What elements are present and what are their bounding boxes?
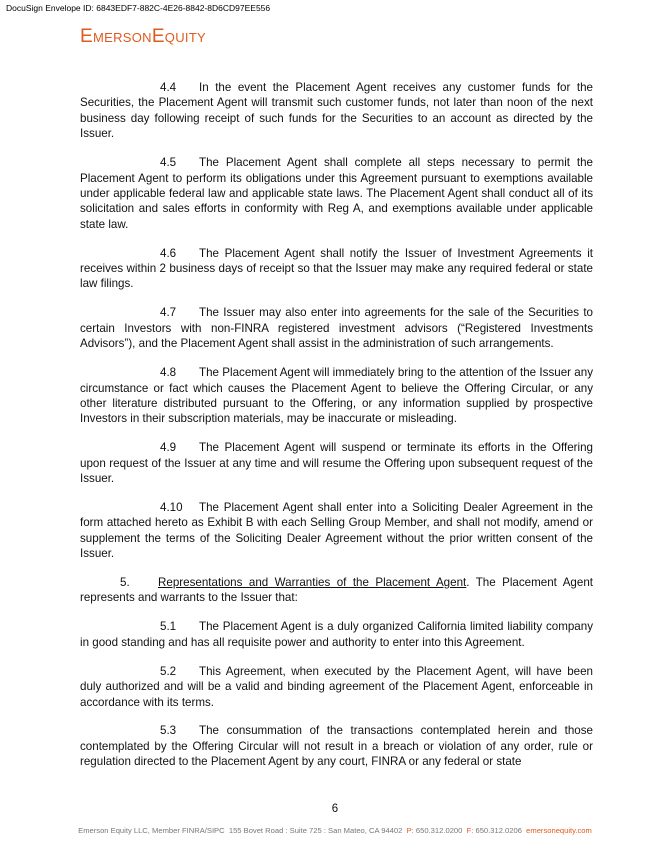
paragraph-number: 4.6: [160, 246, 177, 260]
paragraph-text: The Placement Agent shall notify the Issuer of Investment Agreements it receives within 2 business days of receipt so that the Issuer may make any required federal or state law filings.: [80, 246, 593, 291]
footer-company: Emerson Equity LLC,: [78, 826, 150, 835]
paragraph-5-1: [80, 619, 593, 650]
footer-member: Member FINRA/SIPC: [152, 826, 225, 835]
paragraph-number: 4.5: [160, 156, 177, 170]
paragraph-number: 5.1: [160, 620, 177, 634]
paragraph-number: 4.8: [160, 366, 177, 380]
paragraph-number: 4.9: [160, 441, 177, 455]
paragraph-5-3: [80, 723, 593, 769]
paragraph-number: 5.3: [160, 724, 177, 738]
paragraph-number: 4.7: [160, 306, 177, 320]
paragraph-text: The Placement Agent shall enter into a Soliciting Dealer Agreement in the form attached hereto as Exhibit B with each Selling Group Member, and shall not modify, amend or supplement the terms of the Soliciting Dealer Agreement without the prior written consent of the Issuer.: [80, 500, 593, 561]
paragraph-text: The Placement Agent will suspend or terminate its efforts in the Offering upon request of the Issuer at any time and will resume the Offering upon subsequent request of the Issuer.: [80, 441, 593, 486]
paragraph-4-4: [80, 80, 593, 142]
paragraph-text: The Placement Agent will immediately bring to the attention of the Issuer any circumstance or fact which causes the Placement Agent to believe the Offering Circular, or any other literature distributed pursuant to the Offering, or any information supplied by prospective Investors in their subscription materials, may be inaccurate or misleading.: [80, 366, 593, 426]
paragraph-text: This Agreement, when executed by the Placement Agent, will have been duly authorized and will be a valid and binding agreement of the Placement Agent, enforceable in accordance with its terms.: [80, 664, 593, 709]
document-body: [80, 80, 593, 783]
paragraph-number: 4.4: [160, 81, 177, 94]
footer-fax-label: F:: [466, 826, 474, 835]
paragraph-4-5: [80, 155, 593, 232]
page-footer: [0, 826, 670, 835]
paragraph-number: 4.10: [160, 500, 183, 514]
footer-phone-label: P:: [406, 826, 414, 835]
footer-address: 155 Bovet Road : Suite 725 : San Mateo, CA 94402: [228, 826, 403, 835]
paragraph-text: The Placement Agent is a duly organized California limited liability company in good standing and has all requisite power and authority to enter into this Agreement.: [80, 620, 593, 649]
section-5-heading: [80, 575, 593, 606]
docusign-envelope-id: DocuSign Envelope ID: 6843EDF7-882C-4E26-8842-8D6CD97EE556: [6, 3, 271, 13]
paragraph-text: The consummation of the transactions contemplated herein and those contemplated by the Offering Circular will not result in a breach or violation of any order, rule or regulation directed to the Placement Agent by any court, FINRA or any federal or state: [80, 724, 593, 769]
emerson-equity-logo: EmersonEquity: [80, 26, 207, 47]
paragraph-text: In the event the Placement Agent receives any customer funds for the Securities, the Placement Agent will transmit such customer funds, not later than noon of the next business day following receipt of such funds for the Securities to an account as directed by the Issuer.: [80, 81, 593, 141]
paragraph-5-2: [80, 664, 593, 710]
footer-website-link[interactable]: emersonequity.com: [526, 826, 592, 835]
paragraph-4-10: [80, 500, 593, 562]
paragraph-4-7: [80, 305, 593, 351]
section-intro-text: . The Placement Agent represents and warrants to the Issuer that:: [80, 576, 593, 605]
section-number: 5.: [120, 576, 130, 590]
paragraph-text: The Issuer may also enter into agreements for the sale of the Securities to certain Investors with non-FINRA registered investment advisors (“Registered Investments Advisors”), and the Placement Agent shall assist in the administration of such arrangements.: [80, 306, 593, 351]
paragraph-number: 5.2: [160, 664, 177, 678]
section-title: Representations and Warranties of the Placement Agent: [158, 576, 467, 590]
paragraph-text: The Placement Agent shall complete all steps necessary to permit the Placement Agent to perform its obligations under this Agreement pursuant to exemptions available under applicable federal law and applicable state laws. The Placement Agent shall conduct all of its solicitation and sales efforts in conformity with Reg A, and exemptions available under applicable state law.: [80, 156, 593, 231]
page-number: 6: [331, 803, 339, 815]
footer-fax: 650.312.0206: [475, 826, 522, 835]
paragraph-4-8: [80, 365, 593, 427]
paragraph-4-6: [80, 246, 593, 292]
footer-phone: 650.312.0200: [415, 826, 463, 835]
paragraph-4-9: [80, 440, 593, 486]
